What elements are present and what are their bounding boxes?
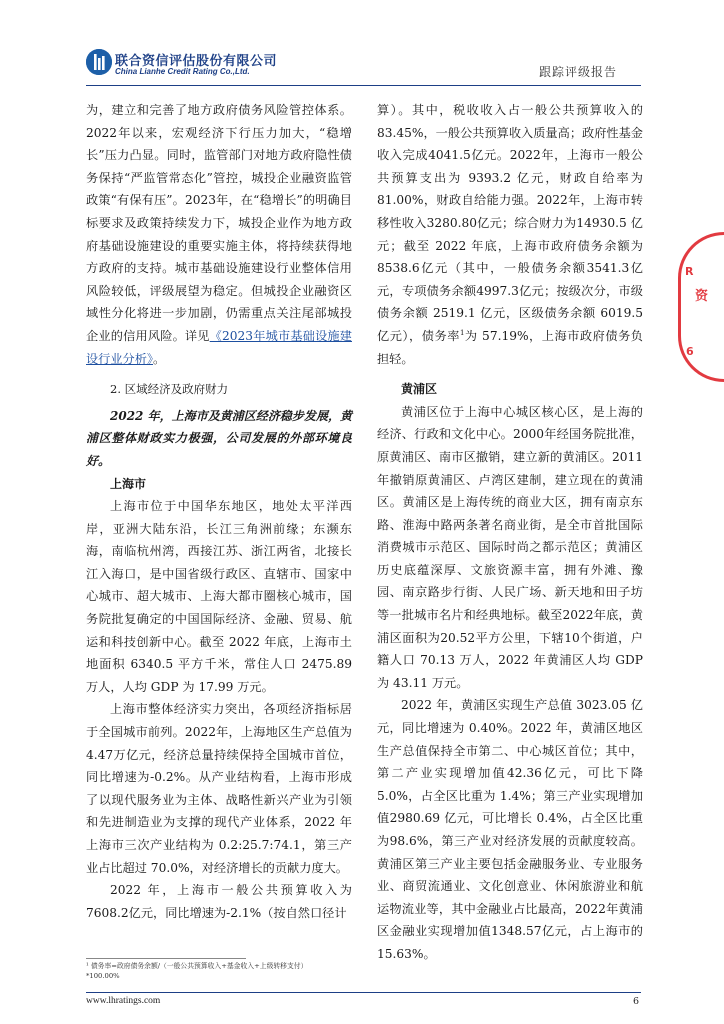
left-paragraph-4: 2022 年，上海市一般公共预算收入为7608.2亿元，同比增速为-2.1%（按自然口径计 bbox=[86, 883, 352, 920]
left-column bbox=[86, 99, 352, 924]
paragraph-end: 。 bbox=[153, 351, 166, 366]
company-name-en: China Lianhe Credit Rating Co.,Ltd. bbox=[115, 67, 250, 76]
industry-report-link[interactable]: 《2023年城市基础设施建设行业分析》 bbox=[86, 328, 352, 366]
left-paragraph-3: 上海市整体经济实力突出，各项经济指标居于全国城市前列。2022年，上海地区生产总值为4.47万亿元，经济总量持续保持全国城市首位，同比增速为-0.2%。从产业结构看，上海市形成了以现代服务业为主体、战略性新兴产业为引领和先进制造业为支撑的现代产业体系，2022 年上海市三次产业结构为 0.2:25.7:74.1，第三产业占比超过 70.0%，对经济增长的贡献力度大。 bbox=[86, 702, 352, 875]
paragraph-text: 为，建立和完善了地方政府债务风险管控体系。2022年以来，宏观经济下行压力加大，“稳增长”压力凸显。同时，监管部门对地方政府隐性债务保持“严监管常态化”管控，城投企业融资监管政策“有保有压”。2023年，在“稳增长”的明确目标要求及政策持续发力下，城投企业作为地方政府基础设施建设的重要实施主体，将持续获得地方政府的支持。城市基础设施建设行业整体信用风险较低，评级展望为稳定。但城投企业融资区域性分化将进一步加剧，仍需重点关注尾部城投企业的信用风险。详见 bbox=[86, 103, 352, 343]
right-paragraph-1 bbox=[377, 99, 643, 370]
page-number: 6 bbox=[633, 996, 640, 1007]
company-seal-icon: R 资 6 bbox=[678, 232, 724, 382]
website-link[interactable]: www.lhratings.com bbox=[86, 996, 161, 1006]
header-divider bbox=[86, 85, 641, 86]
footnote bbox=[86, 962, 307, 981]
paragraph-end: 为 57.19%，上海市政府债务负担轻。 bbox=[377, 328, 643, 366]
right-paragraph-3: 2022 年，黄浦区实现生产总值 3023.05 亿元，同比增速为 0.40%。2022 年，黄浦区地区生产总值保持全市第二、中心城区首位；其中，第二产业实现增加值42.36亿元，可比下降5.0%，占全区比重为 1.4%；第三产业实现增加值2980.69 亿元，可比增长 0.4%，占全区比重为98.6%，第三产业对经济发展的贡献度较高。黄浦区第三产业主要包括金融服务业、专业服务业、商贸流通业、文化创意业、休闲旅游业和航运物流业等，其中金融业占比最高，2022年黄浦区金融业实现增加值1348.57亿元，占上海市的 15.63%。 bbox=[377, 698, 643, 961]
section-title: 2. 区域经济及政府财力 bbox=[110, 382, 229, 397]
section-lead: 2022 年，上海市及黄浦区经济稳步发展，黄浦区整体财政实力极强，公司发展的外部环境良好。 bbox=[86, 408, 352, 468]
paragraph-text: 算）。其中，税收收入占一般公共预算收入的83.45%，一般公共预算收入质量高；政府性基金收入完成4041.5亿元。2022年，上海市一般公共预算支出为 9393.2 亿元，财政自给率为81.00%，财政自给能力强。2022年，上海市转移性收入3280.80亿元；综合财力为14930.5 亿元；截至 2022 年底，上海市政府债务余额为8538.6亿元（其中，一般债务余额3541.3亿元，专项债务余额4997.3亿元；按级次分，市级债务余额 2519.1 亿元，区级债务余额 6019.5 亿元），债务率 bbox=[377, 103, 643, 343]
right-paragraph-2: 黄浦区位于上海中心城区核心区，是上海的经济、行政和文化中心。2000年经国务院批准，原黄浦区、南市区撤销，建立新的黄浦区。2011年撤销原黄浦区、卢湾区建制，建立现在的黄浦区。黄浦区是上海传统的商业大区，拥有南京东路、淮海中路两条著名商业街，是全市首批国际消费城市示范区、国际时尚之都示范区；黄浦区历史底蕴深厚、文旅资源丰富，拥有外滩、豫园、南京路步行街、人民广场、新天地和田子坊等一批城市名片和经典地标。截至2022年底，黄浦区面积为20.52平方公里，下辖10个街道，户籍人口 70.13 万人，2022 年黄浦区人均 GDP 为 43.11 万元。 bbox=[377, 404, 643, 690]
report-type: 跟踪评级报告 bbox=[539, 65, 618, 79]
subhead-huangpu: 黄浦区 bbox=[401, 382, 438, 397]
footnote-divider bbox=[86, 958, 246, 959]
company-name-cn: 联合资信评估股份有限公司 bbox=[115, 54, 278, 69]
subhead-shanghai: 上海市 bbox=[110, 476, 147, 491]
company-logo-icon bbox=[86, 49, 112, 75]
footnote-marker[interactable]: 1 bbox=[459, 328, 465, 337]
footer-divider bbox=[86, 992, 641, 993]
left-paragraph-1 bbox=[86, 99, 352, 370]
footnote-line-1: ¹ 债务率=政府债务余额/（一般公共预算收入+基金收入+上级转移支付） bbox=[86, 962, 308, 970]
footnote-line-2: *100.00% bbox=[86, 971, 120, 980]
left-paragraph-2: 上海市位于中国华东地区，地处太平洋西岸，亚洲大陆东沿，长江三角洲前缘；东濒东海，南临杭州湾，西接江苏、浙江两省，北接长江入海口，是中国省级行政区、直辖市、国家中心城市、超大城市、上海大都市圈核心城市，国务院批复确定的中国国际经济、金融、贸易、航运和科技创新中心。截至 2022 年底，上海市土地面积 6340.5 平方千米，常住人口 2475.89 万人，人均 GDP 为 17.99 万元。 bbox=[86, 499, 352, 694]
right-column bbox=[377, 99, 643, 966]
